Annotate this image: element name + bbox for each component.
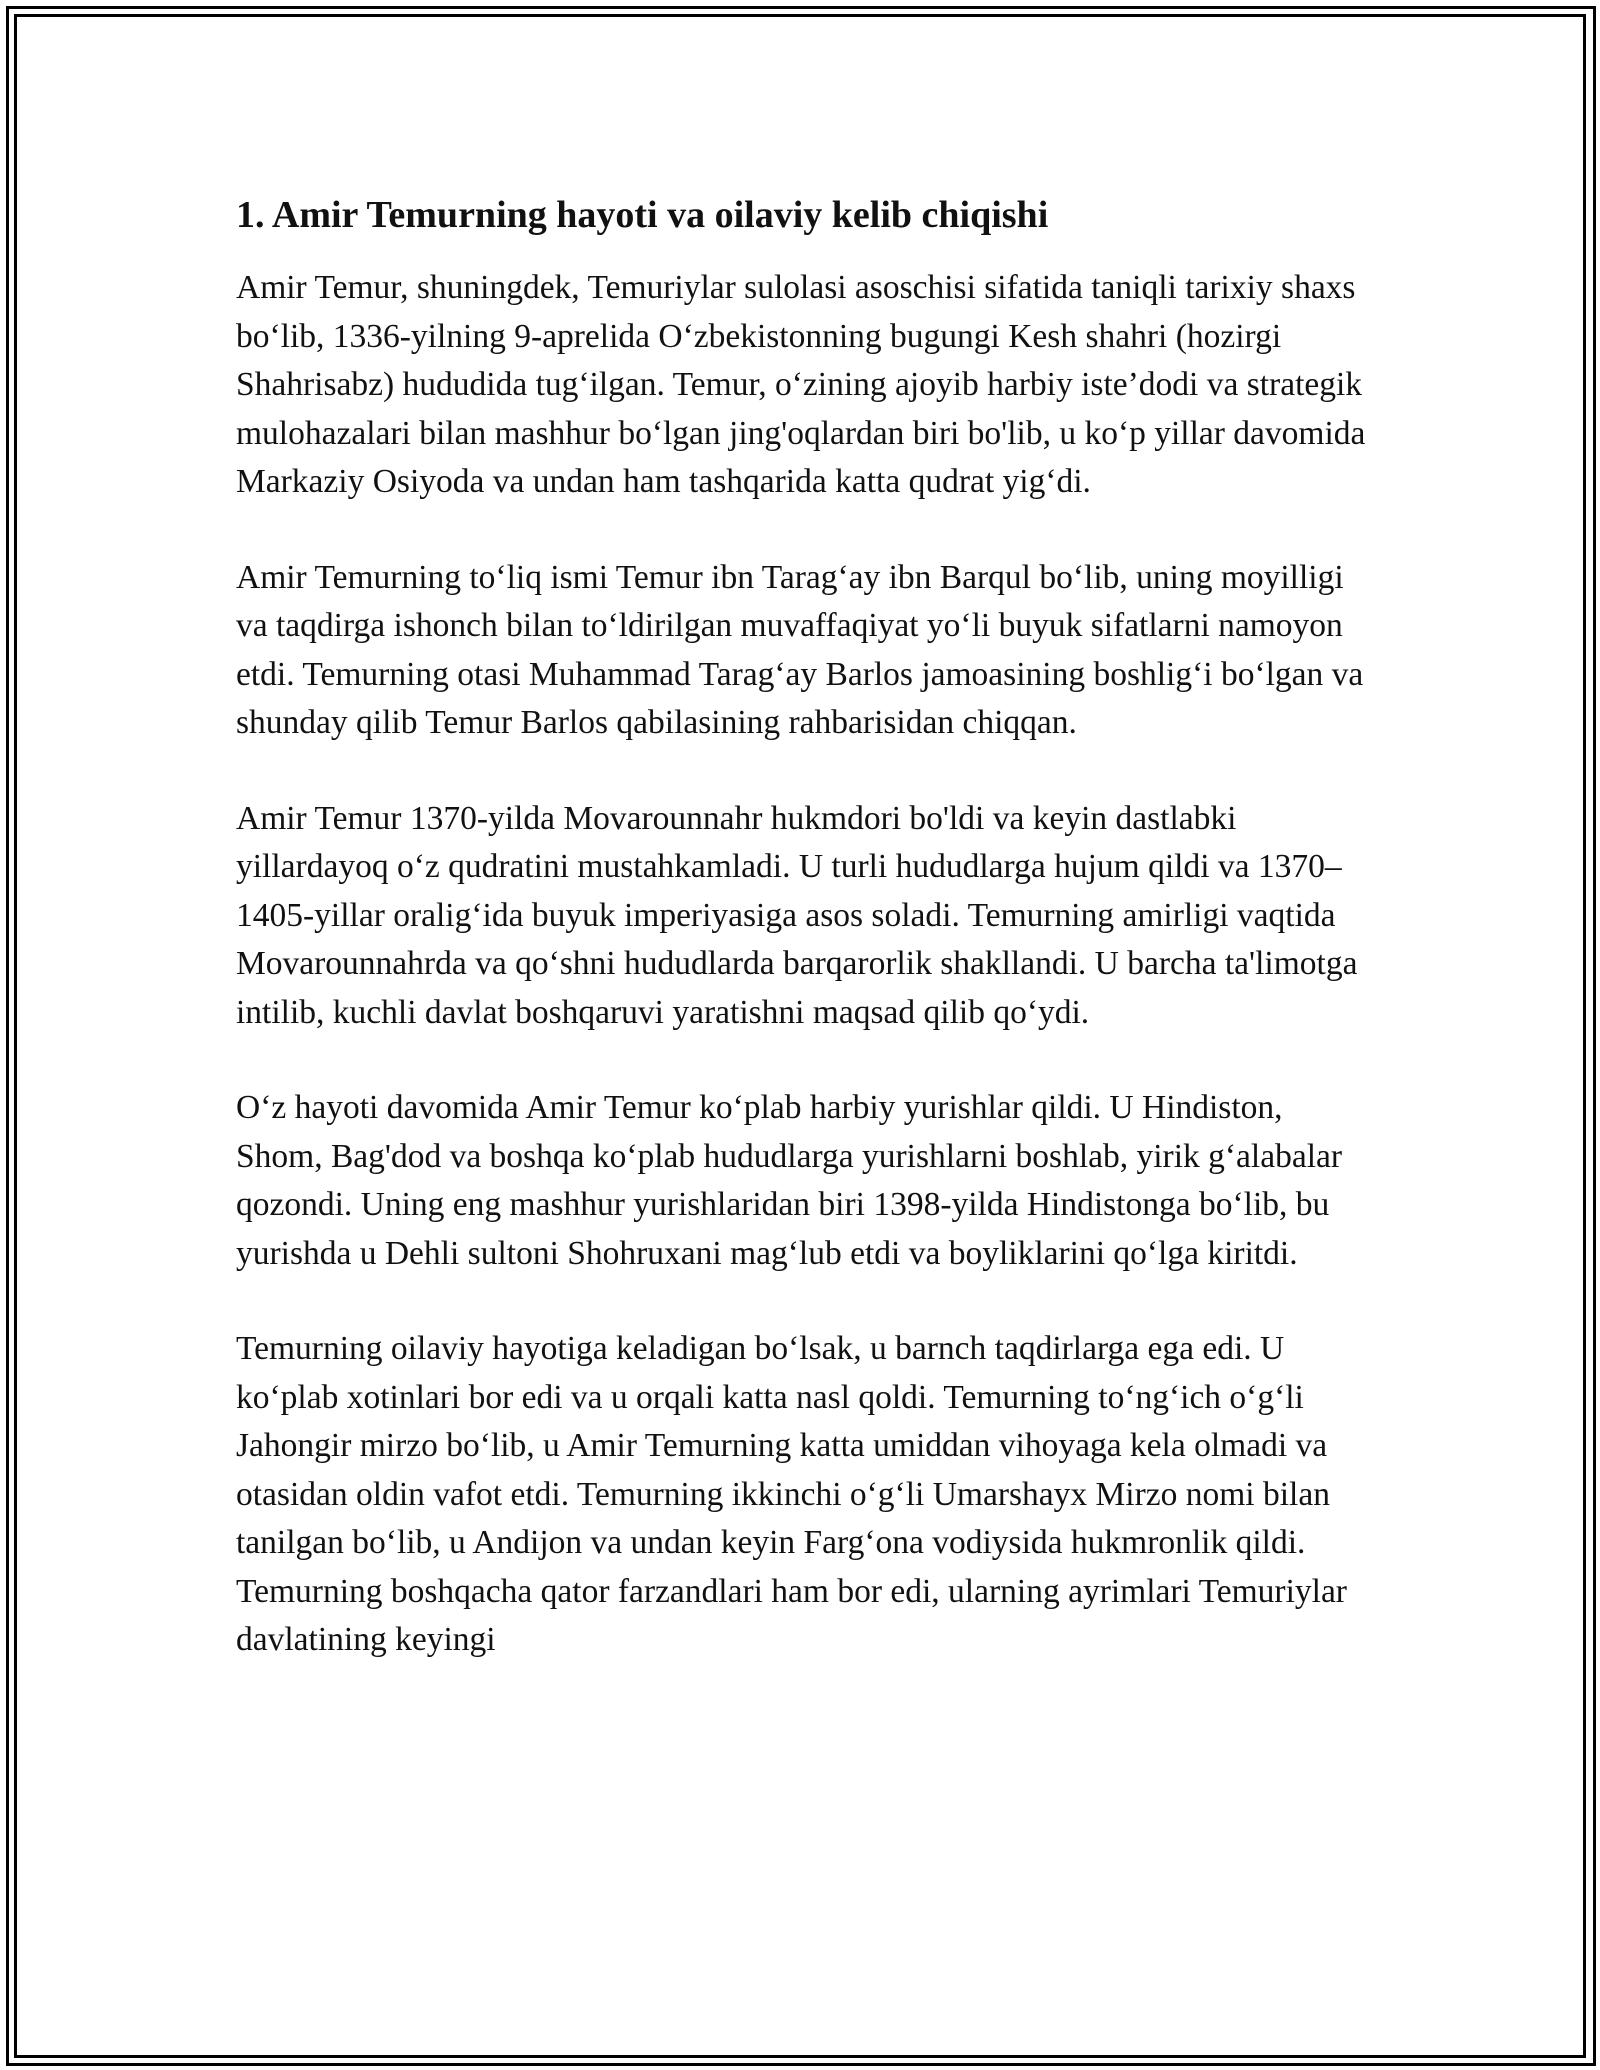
paragraph-family: Temurning oilaviy hayotiga keladigan bo‘lsak, u barnch taqdirlarga ega edi. U ko‘plab xotinlari bor edi va u orqali katta nasl qoldi. Temurning to‘ng‘ich o‘g‘li Jahongir mirzo bo‘lib, u Amir Temurning katta umiddan vihoyaga kela olmadi va otasidan oldin vafot etdi. Temurning ikkinchi o‘g‘li Umarshayx Mirzo nomi bilan tanilgan bo‘lib, u Andijon va undan keyin Farg‘ona vodiysida hukmronlik qildi. Temurning boshqacha qator farzandlari ham bor edi, ularning ayrimlari Temuriylar davlatining keyingi bbox=[236, 1330, 1347, 1658]
paragraph-birth: Amir Temur, shuningdek, Temuriylar sulolasi asoschisi sifatida taniqli tarixiy shaxs bo‘lib, 1336-yilning 9-aprelida O‘zbekistonning bugungi Kesh shahri (hozirgi Shahrisabz) hududida tug‘ilgan. Temur, o‘zining ajoyib harbiy iste’dodi va strategik mulohazalari bilan mashhur bo‘lgan jing'oqlardan biri bo'lib, u ko‘p yillar davomida Markaziy Osiyoda va undan ham tashqarida katta qudrat yig‘di. bbox=[236, 269, 1366, 500]
paragraph-rule: Amir Temur 1370-yilda Movarounnahr hukmdori bo'ldi va keyin dastlabki yillardayoq o‘z qudratini mustahkamladi. U turli hududlarga hujum qildi va 1370–1405-yillar oralig‘ida buyuk imperiyasiga asos soladi. Temurning amirligi vaqtida Movarounnahrda va qo‘shni hududlarda barqarorlik shakllandi. U barcha ta'limotga intilib, kuchli davlat boshqaruvi yaratishni maqsad qilib qo‘ydi. bbox=[236, 799, 1358, 1031]
paragraph-full-name: Amir Temurning to‘liq ismi Temur ibn Tarag‘ay ibn Barqul bo‘lib, uning moyilligi va taqdirga ishonch bilan to‘ldirilgan muvaffaqiyat yo‘li buyuk sifatlarni namoyon etdi. Temurning otasi Muhammad Tarag‘ay Barlos jamoasining boshlig‘i bo‘lgan va shunday qilib Temur Barlos qabilasining rahbarisidan chiqqan. bbox=[236, 558, 1364, 741]
document-body bbox=[236, 186, 1366, 1712]
section-heading: 1. Amir Temurning hayoti va oilaviy kelib chiqishi bbox=[236, 194, 1049, 236]
paragraph-campaigns: O‘z hayoti davomida Amir Temur ko‘plab harbiy yurishlar qildi. U Hindiston, Shom, Bag'dod va boshqa ko‘plab hududlarga yurishlarni boshlab, yirik g‘alabalar qozondi. Uning eng mashhur yurishlaridan biri 1398-yilda Hindistonga bo‘lib, bu yurishda u Dehli sultoni Shohruxani mag‘lub etdi va boyliklarini qo‘lga kiritdi. bbox=[236, 1089, 1343, 1272]
